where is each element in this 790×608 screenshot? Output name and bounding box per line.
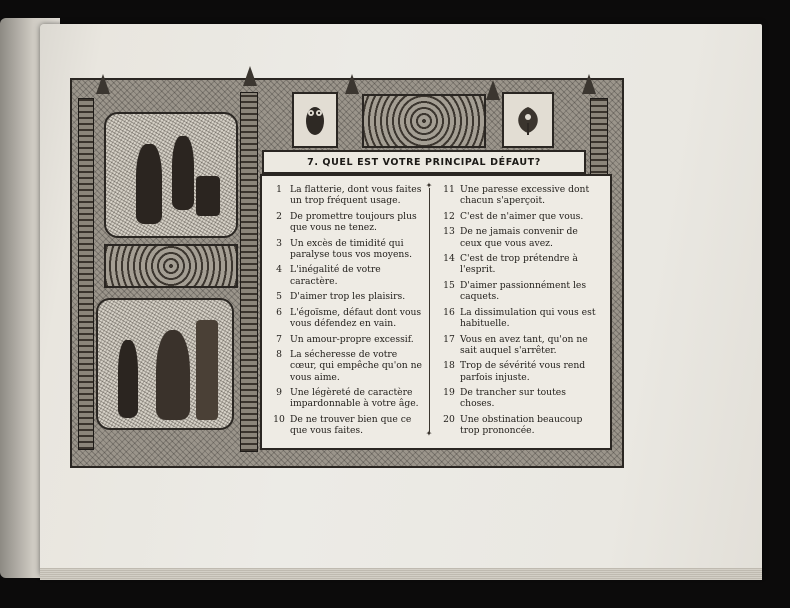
item-number: 7 [276,333,282,345]
item-number: 5 [276,291,282,303]
item-number: 11 [443,184,455,195]
owl-emblem [292,92,338,148]
item-text: Un excès de timidité qui paralyse tous vos moyens. [290,237,412,260]
item-number: 15 [443,279,455,291]
item-text: D'aimer trop les plaisirs. [290,291,406,303]
item-number: 3 [276,237,282,249]
item-text: Une obstination beaucoup trop prononcée. [460,413,583,437]
item-number: 6 [276,306,282,318]
item-text: La sécheresse de votre cœur, qui empêche qu'on ne vous aime. [290,349,422,383]
item-number: 19 [443,387,455,399]
item-text: Une paresse excessive dont chacun s'aperçoit. [460,184,590,207]
list-item [268,211,424,233]
item-text: De ne trouver bien que ce que vous faites. [290,413,412,437]
peacock-emblem [502,92,554,148]
item-text: De trancher sur toutes choses. [460,387,566,410]
item-text: Un amour-propre excessif. [290,333,414,345]
list-item [268,307,424,329]
list-item [438,334,602,356]
item-number: 10 [273,413,285,425]
list-item [268,238,424,260]
item-text: Vous en avez tant, qu'on ne sait auquel s'arrêter. [460,333,588,356]
ornamental-cartouche [104,244,238,288]
list-item [438,307,602,329]
owl-icon [303,103,327,137]
item-text: La flatterie, dont vous faites un trop fréquent usage. [290,184,422,207]
answers-left-list [268,184,424,441]
item-number: 20 [443,413,455,425]
item-number: 8 [276,349,282,361]
item-text: D'aimer passionnément les caquets. [460,279,587,303]
list-item [268,264,424,286]
peacock-icon [512,103,544,137]
list-item [268,387,424,409]
answers-panel [260,174,612,450]
item-number: 13 [443,226,455,238]
list-item [438,280,602,302]
item-text: C'est de trop prétendre à l'esprit. [460,253,578,276]
center-column-ornament [240,92,258,452]
page-bottom-edge [40,568,762,580]
divider-bottom-ornament: ✦ [425,429,433,438]
item-number: 4 [276,264,282,276]
answers-right-list [438,184,602,441]
list-item [438,360,602,382]
item-number: 9 [276,387,282,399]
column-divider [429,188,430,432]
divider-top-ornament: ✦ [425,181,433,190]
scroll-ornament-panel [362,94,486,148]
list-item [438,387,602,409]
list-item [438,414,602,436]
list-item [268,184,424,206]
item-number: 12 [443,210,455,222]
list-item [438,226,602,248]
item-text: L'inégalité de votre caractère. [290,264,381,287]
list-item [438,184,602,206]
item-text: L'égoïsme, défaut dont vous vous défendez en vain. [290,306,422,329]
list-item [438,211,602,222]
list-item [268,349,424,383]
item-number: 16 [443,306,455,318]
item-text: De ne jamais convenir de ceux que vous avez. [460,226,578,249]
question-heading: 7. QUEL EST VOTRE PRINCIPAL DÉFAUT? [262,150,586,174]
list-item [268,334,424,345]
item-text: Trop de sévérité vous rend parfois injuste. [460,360,586,383]
item-text: De promettre toujours plus que vous ne tenez. [290,210,417,233]
upper-vignette-illustration [104,112,238,238]
item-number: 1 [276,184,282,195]
list-item [438,253,602,275]
item-text: C'est de n'aimer que vous. [460,210,584,222]
list-item [268,414,424,436]
item-number: 14 [443,253,455,265]
item-text: Une légèreté de caractère impardonnable à votre âge. [290,387,419,410]
item-text: La dissimulation qui vous est habituelle. [460,306,596,329]
left-column-ornament [78,98,94,450]
item-number: 17 [443,333,455,345]
lower-vignette-illustration [96,298,234,430]
list-item [268,291,424,302]
item-number: 18 [443,360,455,372]
item-number: 2 [276,210,282,222]
